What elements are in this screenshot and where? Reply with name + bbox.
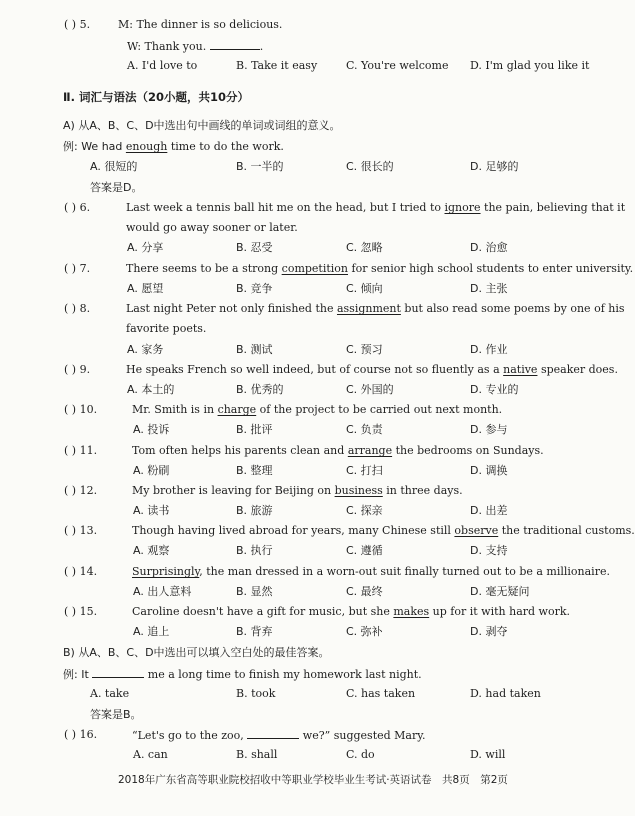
- q13-answer-paren: ( ) 13.: [64, 524, 98, 537]
- q6-after: the pain, believing that it: [480, 201, 626, 214]
- q12-before: My brother is leaving for Beijing on: [132, 484, 335, 497]
- q15-underlined: makes: [393, 605, 430, 618]
- q9-option-d: D. 专业的: [470, 383, 519, 396]
- q6-option-d: D. 治愈: [470, 241, 508, 254]
- q11-underlined: arrange: [347, 444, 393, 457]
- q8-before: Last night Peter not only finished the: [126, 302, 337, 315]
- q13-underlined: observe: [454, 524, 499, 537]
- q9-after: speaker does.: [537, 363, 618, 376]
- q8-option-a: A. 家务: [127, 343, 164, 356]
- q16-blank: [247, 729, 299, 739]
- q16-option-b: B. shall: [236, 748, 278, 761]
- q5-blank: [210, 40, 260, 50]
- q16-option-d: D. will: [470, 748, 506, 761]
- q6-option-b: B. 忍受: [236, 241, 273, 254]
- q9-before: He speaks French so well indeed, but of course not so fluently as a: [126, 363, 504, 376]
- q7-option-b: B. 竞争: [236, 282, 273, 295]
- q8-option-b: B. 测试: [236, 343, 273, 356]
- q15-before: Caroline doesn't have a gift for music, but she: [132, 605, 394, 618]
- q7-option-a: A. 愿望: [127, 282, 164, 295]
- q14-text: [132, 566, 610, 577]
- q11-option-a: A. 粉刷: [133, 464, 170, 477]
- q13-option-c: C. 遵循: [346, 544, 383, 557]
- q14-answer-paren: ( ) 14.: [64, 565, 98, 578]
- part-a-instruction: A) 从A、B、C、D中选出句中画线的单词或词组的意义。: [63, 119, 341, 132]
- q13-text: [132, 525, 635, 536]
- q15-option-a: A. 追上: [133, 625, 170, 638]
- example-prefix: 例: We had: [63, 140, 126, 153]
- example-option-a: A. 很短的: [90, 160, 138, 173]
- q8-after: but also read some poems by one of his: [400, 302, 625, 315]
- q7-option-d: D. 主张: [470, 282, 508, 295]
- q5-answer-paren: ( ) 5.: [64, 18, 91, 31]
- q6-answer-paren: ( ) 6.: [64, 201, 91, 214]
- part-b-example-option-c: C. has taken: [346, 687, 416, 700]
- q13-option-b: B. 执行: [236, 544, 273, 557]
- part-a-example: [63, 141, 284, 152]
- q15-text: [132, 606, 570, 617]
- q9-text: [126, 364, 618, 375]
- q7-before: There seems to be a strong: [126, 262, 282, 275]
- q15-option-d: D. 剥夺: [470, 625, 508, 638]
- q10-answer-paren: ( ) 10.: [64, 403, 98, 416]
- q12-option-b: B. 旅游: [236, 504, 273, 517]
- q5-option-b: B. Take it easy: [236, 59, 318, 72]
- q11-option-b: B. 整理: [236, 464, 273, 477]
- q5-line2-suffix: .: [259, 40, 264, 53]
- example-option-c: C. 很长的: [346, 160, 394, 173]
- q16-option-c: C. do: [346, 748, 375, 761]
- q11-option-c: C. 打扫: [346, 464, 383, 477]
- q12-option-c: C. 探亲: [346, 504, 383, 517]
- q9-option-c: C. 外国的: [346, 383, 394, 396]
- q16-text: [132, 729, 426, 741]
- q6-before: Last week a tennis ball hit me on the head, but I tried to: [126, 201, 445, 214]
- part-b-instruction: B) 从A、B、C、D中选出可以填入空白处的最佳答案。: [63, 646, 330, 659]
- q8-answer-paren: ( ) 8.: [64, 302, 91, 315]
- q5-line2-prefix: W: Thank you.: [127, 40, 207, 53]
- part-b-example-option-d: D. had taken: [470, 687, 541, 700]
- q9-option-b: B. 优秀的: [236, 383, 284, 396]
- q12-text: [132, 485, 463, 496]
- q14-option-b: B. 显然: [236, 585, 273, 598]
- page-footer: 2018年广东省高等职业院校招收中等职业学校毕业生考试·英语试卷 共8页 第2页: [118, 774, 508, 786]
- q6-option-c: C. 忽略: [346, 241, 383, 254]
- part-b-example-option-a: A. take: [90, 687, 130, 700]
- q14-option-d: D. 毫无疑问: [470, 585, 530, 598]
- example-suffix: time to do the work.: [167, 140, 284, 153]
- q7-answer-paren: ( ) 7.: [64, 262, 91, 275]
- section-2-title: Ⅱ. 词汇与语法（20小题，共10分）: [63, 90, 249, 104]
- q9-answer-paren: ( ) 9.: [64, 363, 91, 376]
- q7-option-c: C. 倾向: [346, 282, 383, 295]
- q10-text: [132, 404, 502, 415]
- q14-option-a: A. 出人意料: [133, 585, 192, 598]
- q13-after: the traditional customs.: [498, 524, 635, 537]
- example-answer: 答案是D。: [90, 181, 143, 194]
- q15-after: up for it with hard work.: [429, 605, 571, 618]
- q10-option-d: D. 参与: [470, 423, 508, 436]
- q12-option-a: A. 读书: [133, 504, 170, 517]
- q10-after: of the project to be carried out next month.: [256, 403, 503, 416]
- q12-answer-paren: ( ) 12.: [64, 484, 98, 497]
- q16-before: “Let's go to the zoo,: [132, 729, 244, 742]
- q15-answer-paren: ( ) 15.: [64, 605, 98, 618]
- q13-option-d: D. 支持: [470, 544, 508, 557]
- q11-answer-paren: ( ) 11.: [64, 444, 98, 457]
- part-b-example-blank: [92, 668, 144, 678]
- q11-after: the bedrooms on Sundays.: [392, 444, 544, 457]
- q8-option-d: D. 作业: [470, 343, 508, 356]
- q8-underlined: assignment: [336, 302, 401, 315]
- example-option-d: D. 足够的: [470, 160, 519, 173]
- q15-option-b: B. 背弃: [236, 625, 273, 638]
- q14-underlined: Surprisingly: [132, 565, 200, 578]
- q6-text: [126, 202, 625, 213]
- q8-option-c: C. 预习: [346, 343, 383, 356]
- q8-text: [126, 303, 625, 314]
- q9-option-a: A. 本土的: [127, 383, 175, 396]
- q6-text-cont: would go away sooner or later.: [126, 221, 298, 234]
- q14-after: , the man dressed in a worn-out suit finally turned out to be a millionaire.: [199, 565, 610, 578]
- q6-option-a: A. 分享: [127, 241, 164, 254]
- q10-underlined: charge: [217, 403, 257, 416]
- example-option-b: B. 一半的: [236, 160, 284, 173]
- q5-option-d: D. I'm glad you like it: [470, 59, 590, 72]
- q7-text: [126, 263, 633, 274]
- q5-line1: M: The dinner is so delicious.: [118, 18, 283, 31]
- q10-option-a: A. 投诉: [133, 423, 170, 436]
- q5-option-c: C. You're welcome: [346, 59, 449, 72]
- q10-option-b: B. 批评: [236, 423, 273, 436]
- q13-before: Though having lived abroad for years, many Chinese still: [132, 524, 455, 537]
- q7-underlined: competition: [281, 262, 349, 275]
- q14-option-c: C. 最终: [346, 585, 383, 598]
- q5-line2: [127, 40, 263, 52]
- q13-option-a: A. 观察: [133, 544, 170, 557]
- q15-option-c: C. 弥补: [346, 625, 383, 638]
- q12-after: in three days.: [382, 484, 463, 497]
- q16-after: we?” suggested Mary.: [302, 729, 426, 742]
- q6-underlined: ignore: [444, 201, 481, 214]
- q10-before: Mr. Smith is in: [132, 403, 218, 416]
- q12-underlined: business: [334, 484, 383, 497]
- q16-answer-paren: ( ) 16.: [64, 728, 98, 741]
- q12-option-d: D. 出差: [470, 504, 508, 517]
- part-b-example-prefix: 例: It: [63, 668, 89, 681]
- part-b-example-suffix: me a long time to finish my homework last night.: [147, 668, 422, 681]
- q16-option-a: A. can: [133, 748, 168, 761]
- example-underlined: enough: [125, 140, 168, 153]
- part-b-example-option-b: B. took: [236, 687, 276, 700]
- q7-after: for senior high school students to enter university.: [348, 262, 634, 275]
- q11-text: [132, 445, 544, 456]
- q9-underlined: native: [503, 363, 538, 376]
- q11-before: Tom often helps his parents clean and: [132, 444, 348, 457]
- q8-text-cont: favorite poets.: [126, 322, 207, 335]
- q11-option-d: D. 调换: [470, 464, 508, 477]
- part-b-example: [63, 668, 422, 680]
- q10-option-c: C. 负责: [346, 423, 383, 436]
- q5-option-a: A. I'd love to: [127, 59, 198, 72]
- part-b-example-answer: 答案是B。: [90, 708, 142, 721]
